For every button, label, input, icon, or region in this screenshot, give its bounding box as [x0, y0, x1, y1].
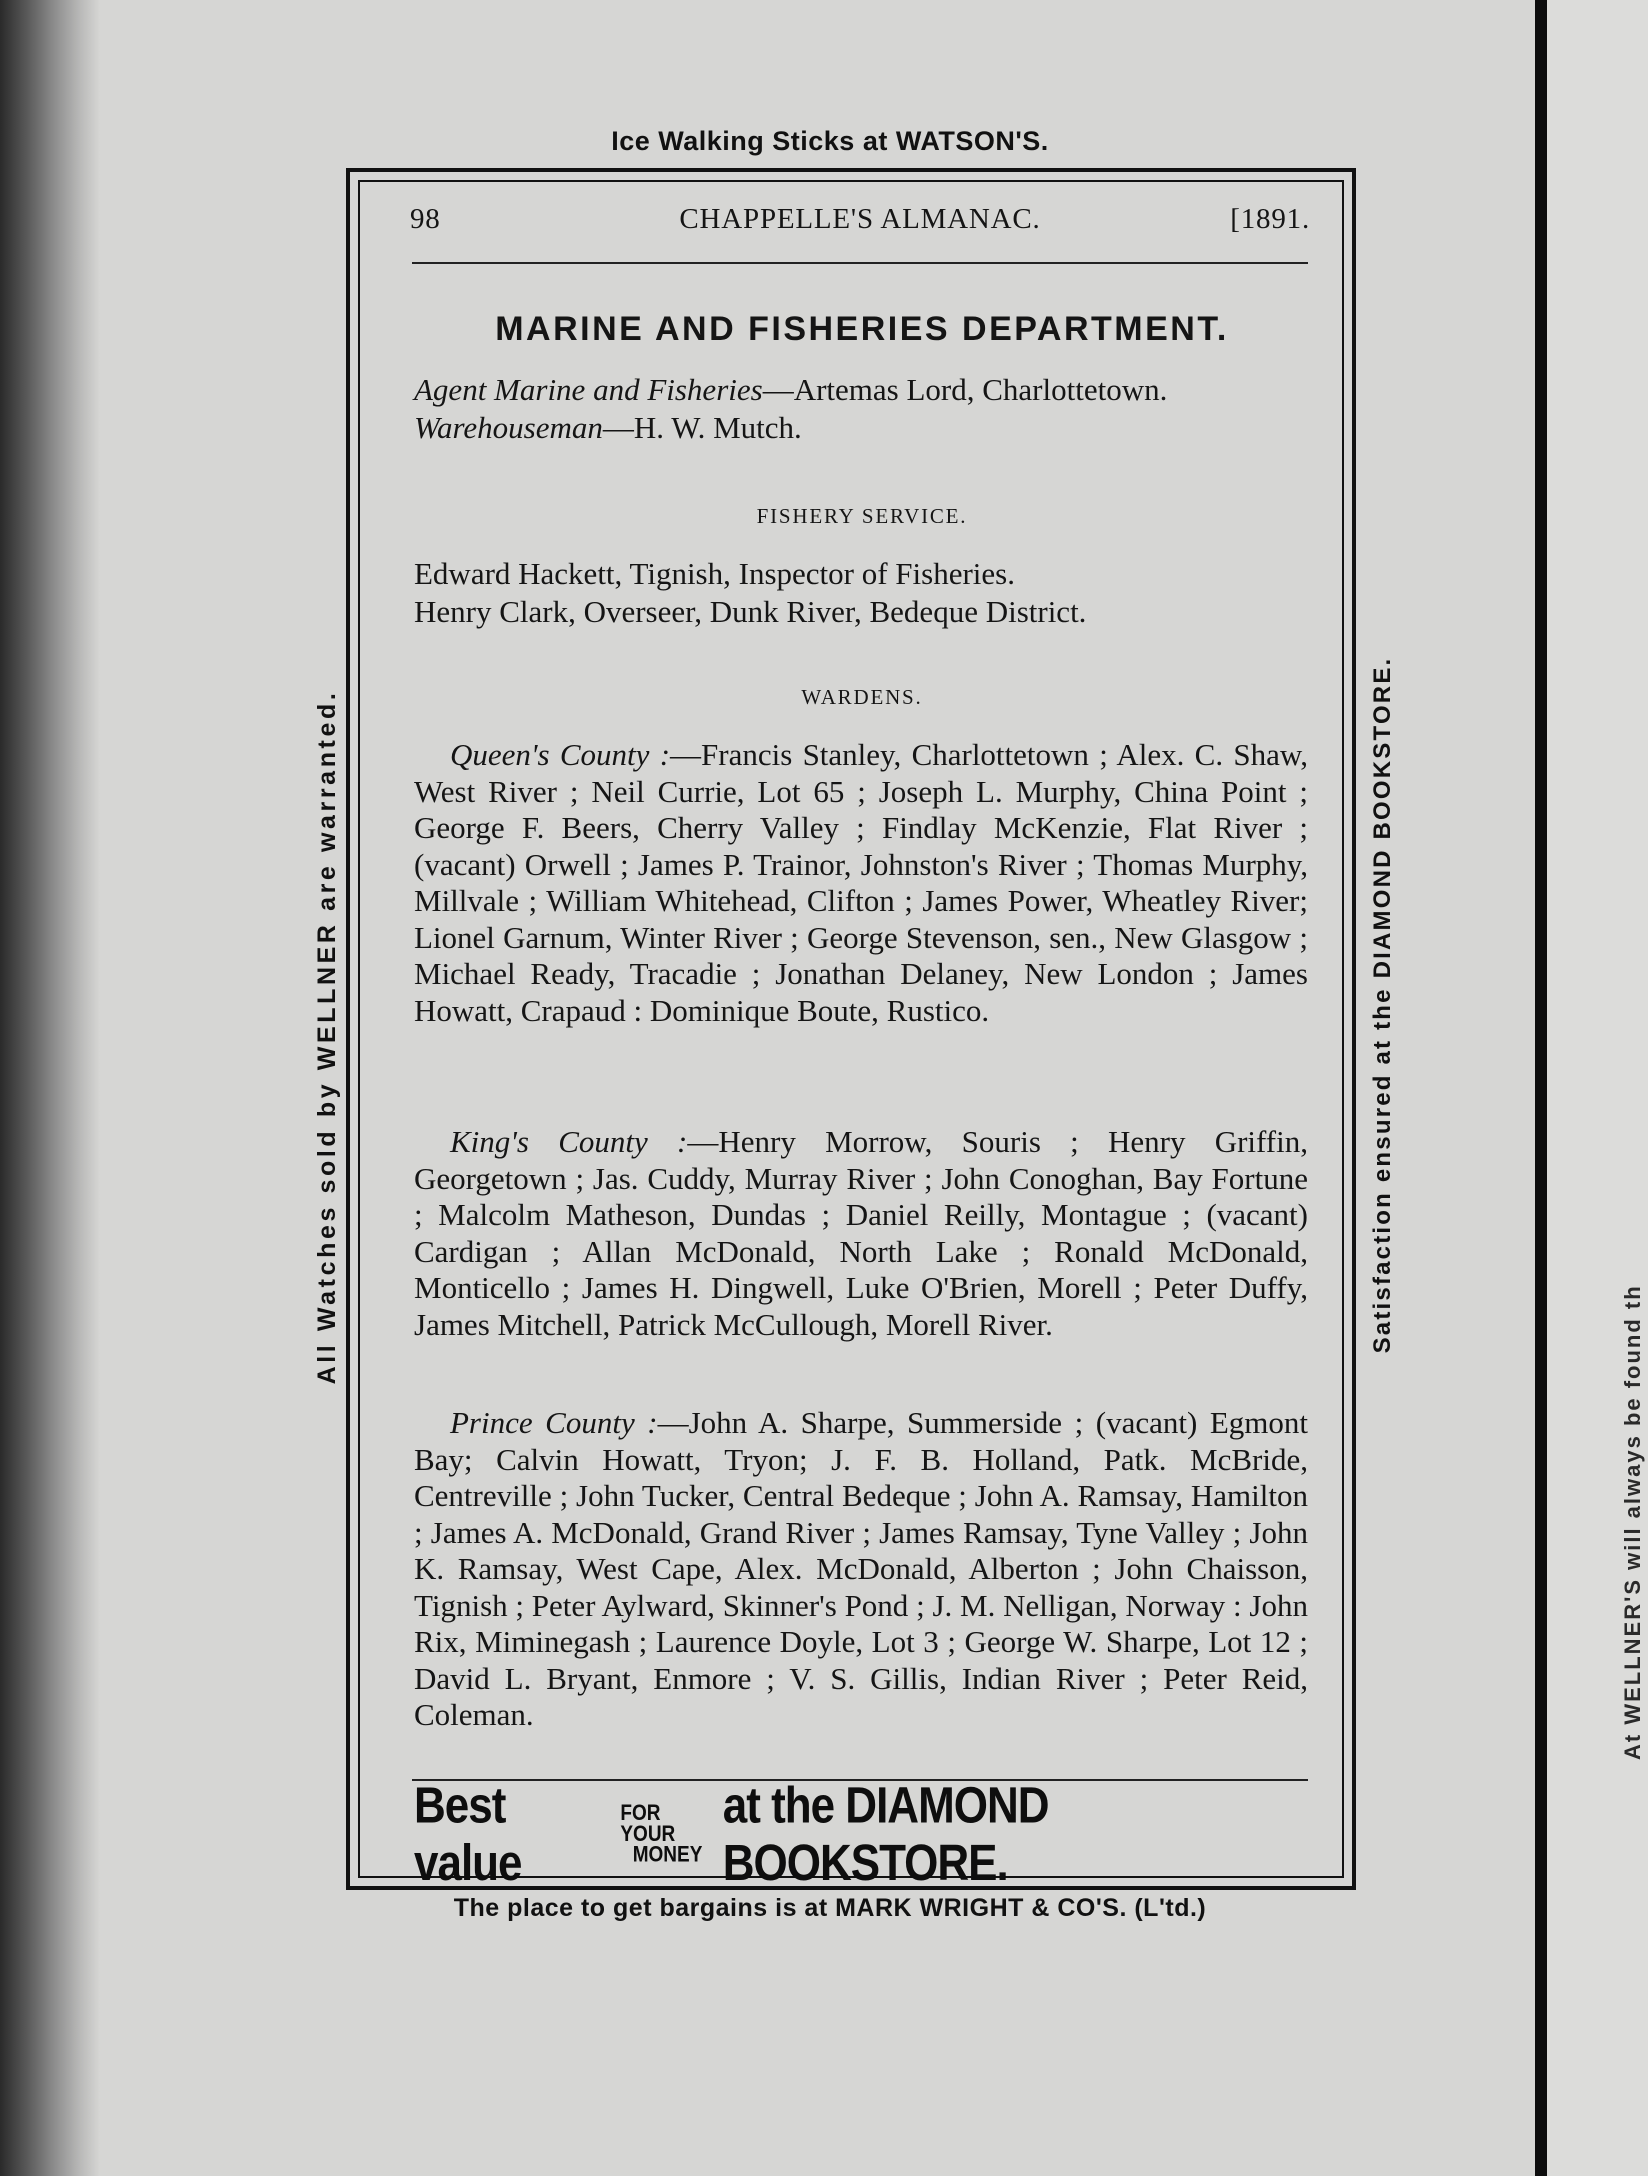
prince-county-text: —John A. Sharpe, Summerside ; (vacant) Egmont Bay; Calvin Howatt, Tryon; J. F. B. Holland, Patk. McBride, Centreville ; John Tucker, Central Bedeque ; John A. Ramsay, Hamilton ; James A. McDonald, Grand River ; James Ramsay, Tyne Valley ; John K. Ramsay, West Cape, Alex. McDonald, Alberton ; John Chaisson, Tignish ; Peter Aylward, Skinner's Pond ; J. M. Nelligan, Norway : John Rix, Miminegash ; Laurence Doyle, Lot 3 ; George W. Sharpe, Lot 12 ; David L. Bryant, Enmore ; V. S. Gillis, Indian River ; Peter Reid, Coleman. — [414, 1405, 1308, 1732]
book-binding-edge — [0, 0, 100, 2176]
facing-page — [1547, 0, 1648, 2176]
prince-county-paragraph — [414, 1405, 1308, 1734]
header-rule — [412, 262, 1308, 264]
page-number: 98 — [410, 203, 441, 235]
warehouseman-value: —H. W. Mutch. — [602, 410, 802, 445]
kings-county-paragraph — [414, 1124, 1308, 1343]
queens-county-paragraph — [414, 737, 1308, 1029]
department-title: MARINE AND FISHERIES DEPARTMENT. — [495, 310, 1229, 348]
prince-county-label: Prince County : — [450, 1405, 658, 1440]
left-margin-ad: All Watches sold by WELLNER are warranted. — [313, 689, 341, 1385]
ad-stack-bottom: MONEY — [632, 1843, 703, 1868]
bottom-banner: The place to get bargains is at MARK WRIGHT & CO'S. (L'td.) — [453, 1894, 1207, 1922]
fishery-service-heading: FISHERY SERVICE. — [756, 504, 968, 528]
almanac-title: CHAPPELLE'S ALMANAC. — [679, 203, 1041, 235]
top-banner: Ice Walking Sticks at WATSON'S. — [611, 126, 1049, 156]
wardens-heading: WARDENS. — [801, 685, 923, 709]
ad-stack-top: FOR YOUR — [620, 1801, 676, 1847]
ad-part-1: Best value — [414, 1777, 522, 1892]
right-margin-ad: Satisfaction ensured at the DIAMOND BOOKSTORE. — [1369, 656, 1396, 1354]
almanac-year: [1891. — [1230, 203, 1310, 235]
agent-value: —Artemas Lord, Charlottetown. — [762, 372, 1168, 407]
queens-county-label: Queen's County : — [450, 737, 671, 772]
ad-stacked-words — [620, 1801, 714, 1868]
kings-county-text: —Henry Morrow, Souris ; Henry Griffin, Georgetown ; Jas. Cuddy, Murray River ; John Conoghan, Bay Fortune ; Malcolm Matheson, Dundas ; Daniel Reilly, Montague ; (vacant) Cardigan ; Allan McDonald, North Lake ; Ronald McDonald, Monticello ; James H. Dingwell, Luke O'Brien, Morell ; Peter Duffy, James Mitchell, Patrick McCullough, Morell River. — [414, 1124, 1308, 1342]
facing-page-fragment: At WELLNER'S will always be found th — [1620, 1284, 1645, 1760]
agent-label: Agent Marine and Fisheries — [414, 372, 763, 407]
queens-county-text: —Francis Stanley, Charlottetown ; Alex. C. Shaw, West River ; Neil Currie, Lot 65 ; Joseph L. Murphy, China Point ; George F. Beers, Cherry Valley ; Findlay McKenzie, Flat River ; (vacant) Orwell ; James P. Trainor, Johnston's River ; Thomas Murphy, Millvale ; William Whitehead, Clifton ; James Power, Wheatley River; Lionel Garnum, Winter River ; George Stevenson, sen., New Glasgow ; Michael Ready, Tracadie ; Jonathan Delaney, New London ; James Howatt, Crapaud : Dominique Boute, Rustico. — [414, 737, 1308, 1028]
warehouseman-line — [414, 410, 802, 446]
ad-part-2: at the DIAMOND BOOKSTORE. — [722, 1777, 1049, 1892]
diamond-bookstore-ad — [414, 1777, 1310, 1892]
fishery-line: Henry Clark, Overseer, Dunk River, Bedeque District. — [414, 594, 1087, 629]
kings-county-label: King's County : — [450, 1124, 688, 1159]
page-gutter — [1535, 0, 1547, 2176]
warehouseman-label: Warehouseman — [414, 410, 603, 445]
agent-line — [414, 372, 1167, 408]
fishery-line: Edward Hackett, Tignish, Inspector of Fisheries. — [414, 556, 1015, 591]
